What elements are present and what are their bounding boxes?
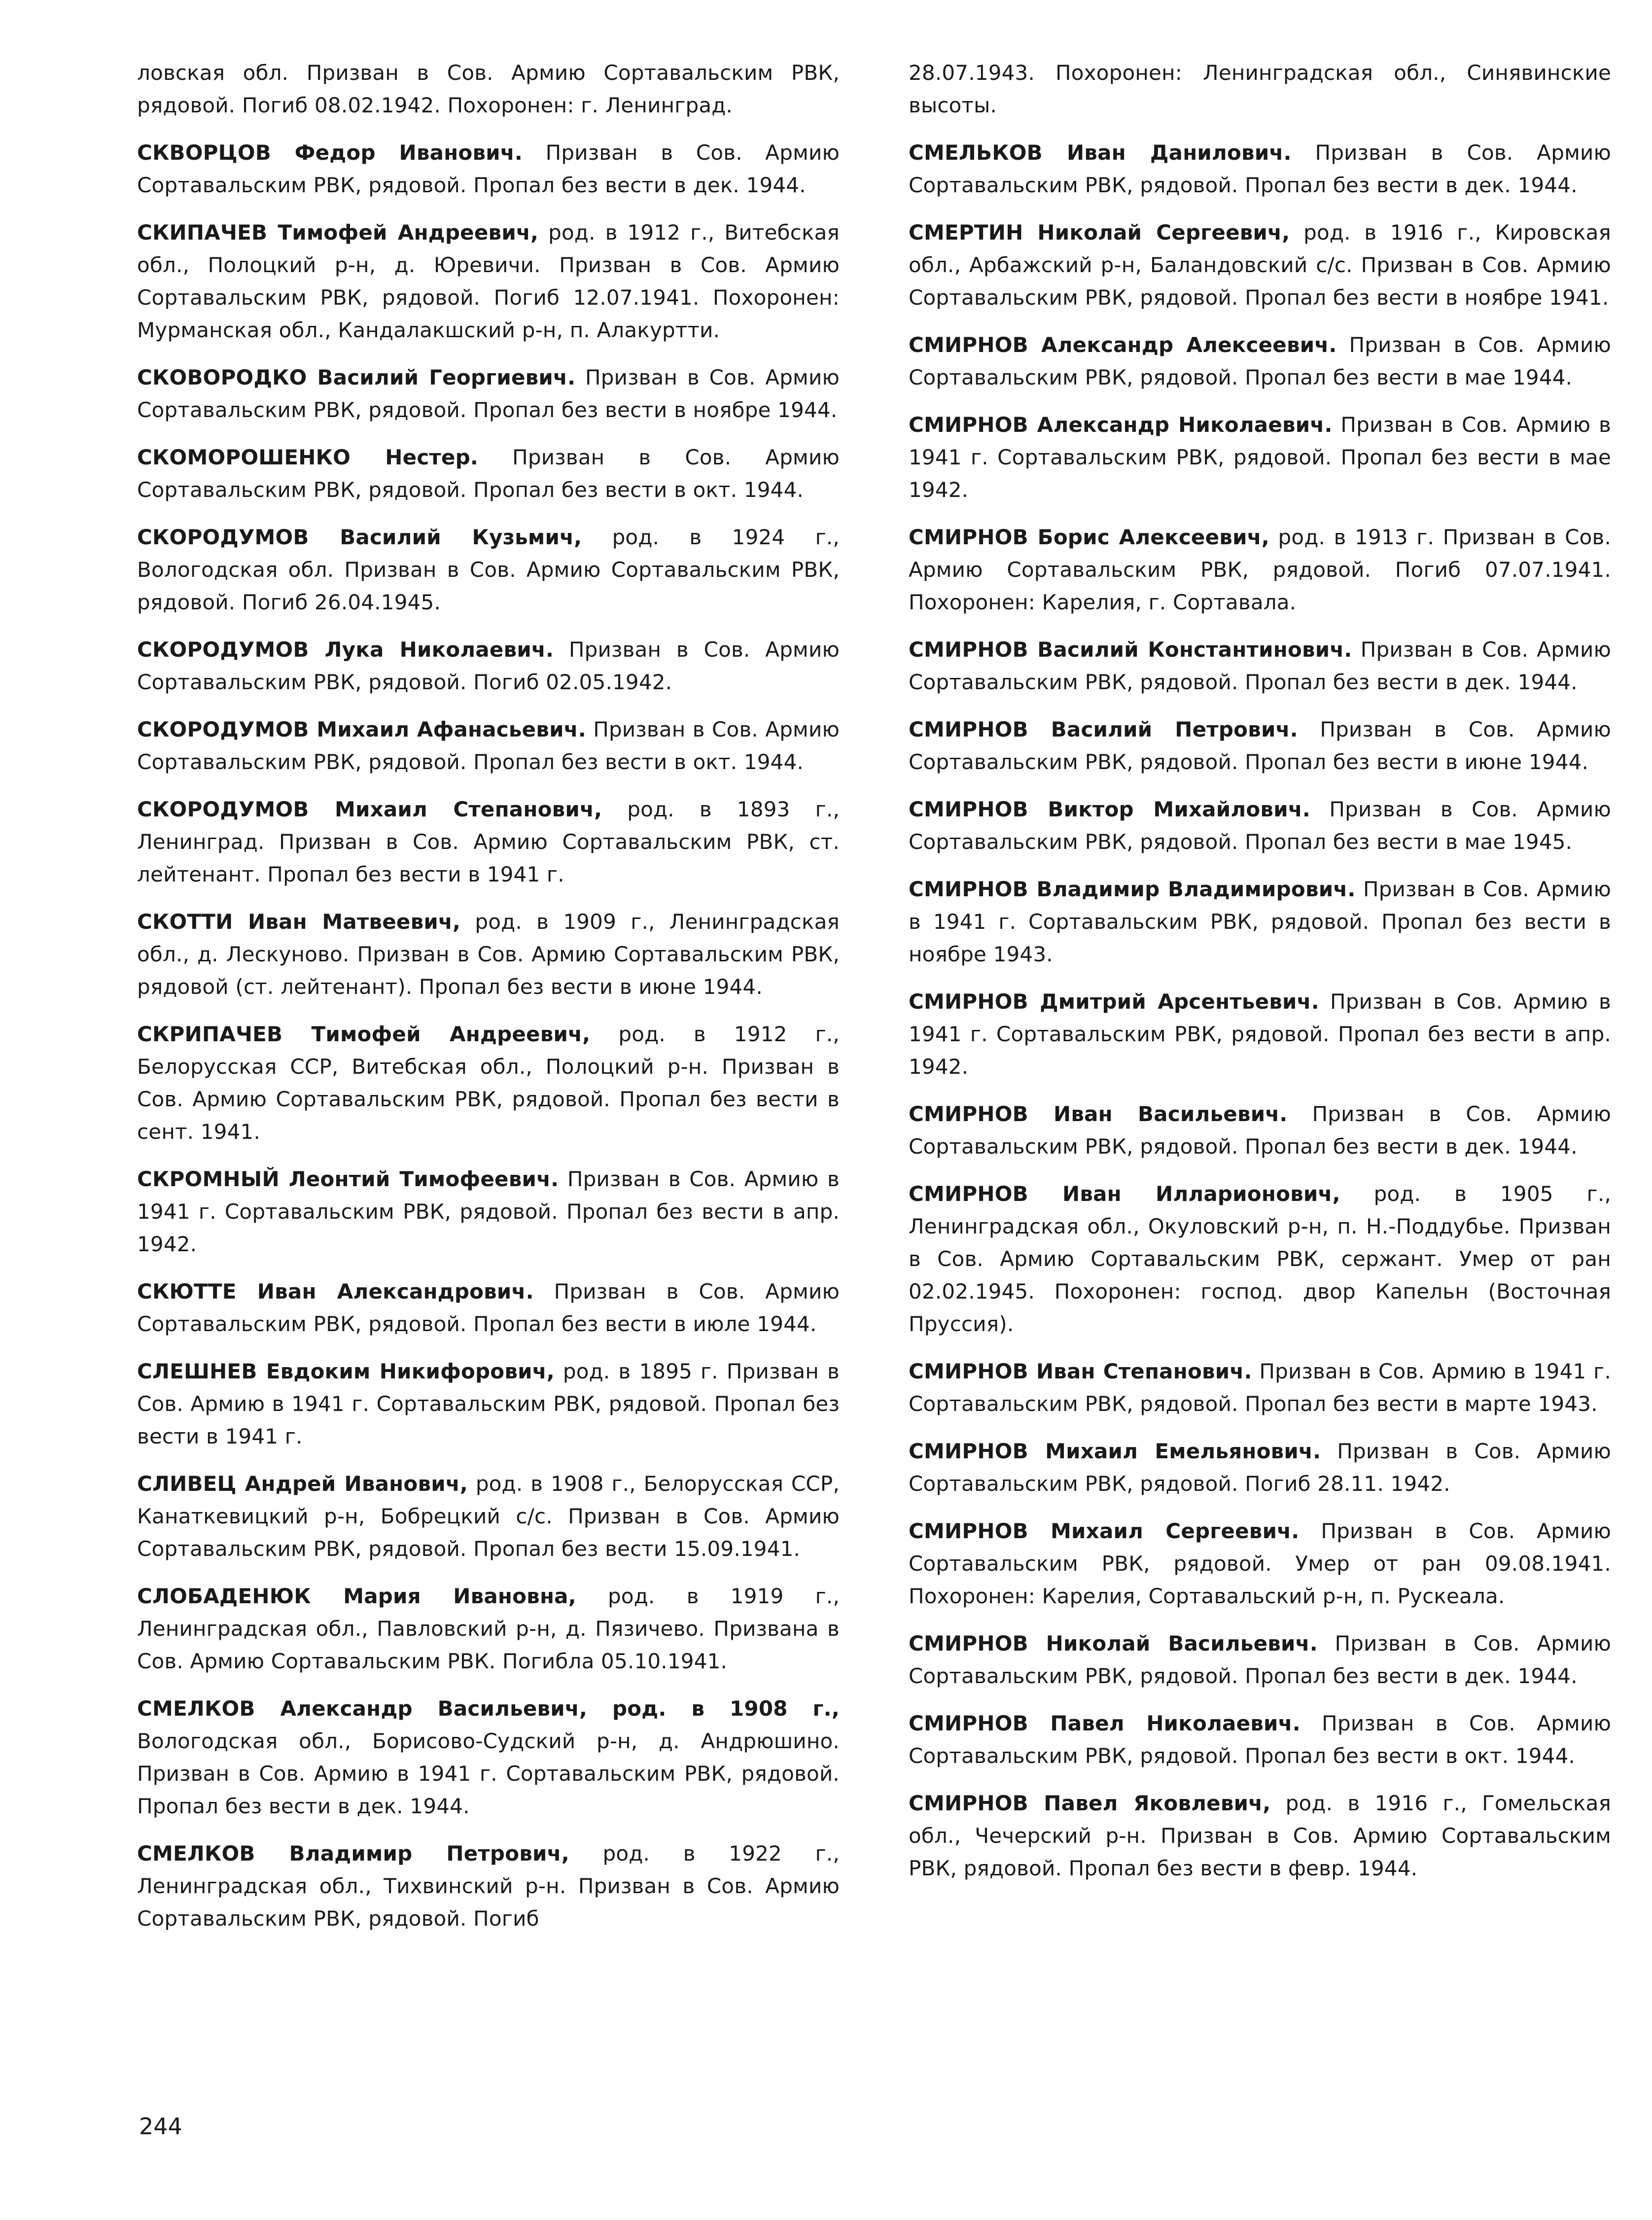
entry-text: Призван в Сов. Армию в 1941 г. Сортавальским РВК, рядовой. Пропал без вести в ноябре 1943. [909,877,1612,966]
entry-text: род. в 1912 г., Белорусская ССР, Витебская обл., Полоцкий р-н. Призван в Сов. Армию Сортавальским РВК, рядовой. Пропал без вести в сент. 1941. [137,1022,840,1144]
entry-name: СКОТТИ Иван Матвеевич, [137,910,461,934]
entry-text: Призван в Сов. Армию Сортавальским РВК, рядовой. Пропал без вести в дек. 1944. [909,637,1611,694]
entry-text: род. в 1912 г., Витебская обл., Полоцкий р-н, д. Юревичи. Призван в Сов. Армию Сортавальским РВК, рядовой. Погиб 12.07.1941. Похоронен: Мурманская обл., Кандалакшский р-н, п. Алакуртти. [137,220,840,342]
entry [909,329,1611,394]
entry [137,713,840,778]
entry-text: род. в 1905 г., Ленинградская обл., Окуловский р-н, п. Н.-Поддубье. Призван в Сов. Армию Сортавальским РВК, сержант. Умер от ран 02.02.1945. Похоронен: господ. двор Капельн (Восточная Пруссия). [909,1182,1611,1336]
entry [909,986,1611,1083]
entry [137,1468,840,1565]
entry-text: род. в 1919 г., Ленинградская обл., Павловский р-н, д. Пязичево. Призвана в Сов. Армию Сортавальским РВК. Погибла 05.10.1941. [137,1584,840,1673]
entry [909,873,1611,971]
entry-text: род. в 1895 г. Призван в Сов. Армию в 1941 г. Сортавальским РВК, рядовой. Пропал без вести в 1941 г. [137,1359,840,1448]
entry-text: Призван в Сов. Армию Сортавальским РВК, рядовой. Пропал без вести в дек. 1944. [909,1631,1611,1688]
entry-name: СМИРНОВ Павел Николаевич. [909,1711,1301,1735]
entry-name: СМИРНОВ Иван Степанович. [909,1359,1252,1383]
entry [137,137,840,202]
page-number: 244 [139,2113,182,2140]
entry [137,1163,840,1261]
entry-text: Призван в Сов. Армию Сортавальским РВК, рядовой. Пропал без вести в окт. 1944. [137,717,840,774]
entry-text: род. в 1924 г., Вологодская обл. Призван в Сов. Армию Сортавальским РВК, рядовой. Погиб 26.04.1945. [137,525,840,614]
entry [909,1707,1611,1772]
entry-text: Призван в Сов. Армию в 1941 г. Сортавальским РВК, рядовой. Пропал без вести в апр. 1942. [137,1167,840,1256]
entry-name: СМИРНОВ Павел Яковлевич, [909,1791,1271,1815]
entry [137,1355,840,1453]
entry [909,1435,1611,1500]
entry-text: род. в 1908 г., Белорусская ССР, Канаткевицкий р-н, Бобрецкий с/с. Призван в Сов. Армию Сортавальским РВК, рядовой. Пропал без вести 15.09.1941. [137,1472,840,1561]
entry-name: СМИРНОВ Александр Николаевич. [909,413,1333,437]
entry [909,634,1611,699]
entry-name: СМИРНОВ Василий Петрович. [909,717,1298,741]
entry-name: СМИРНОВ Иван Илларионович, [909,1182,1340,1206]
entry-name: СМИРНОВ Михаил Сергеевич. [909,1519,1300,1543]
entry [137,1837,840,1935]
entry-text: род. в 1913 г. Призван в Сов. Армию Сортавальским РВК, рядовой. Погиб 07.07.1941. Похоронен: Карелия, г. Сортавала. [909,525,1611,614]
entry-text: род. в 1909 г., Ленинградская обл., д. Лескуново. Призван в Сов. Армию Сортавальским РВК, рядовой (ст. лейтенант). Пропал без вести в июне 1944. [137,910,840,999]
entry-text: Призван в Сов. Армию в 1941 г. Сортавальским РВК, рядовой. Пропал без вести в марте 1943. [909,1359,1611,1416]
entry-text: ловская обл. Призван в Сов. Армию Сортавальским РВК, рядовой. Погиб 08.02.1942. Похоронен: г. Ленинград. [137,61,840,117]
entry-name: СЛИВЕЦ Андрей Иванович, [137,1472,468,1496]
entry [137,216,840,347]
entry [909,216,1611,314]
entry [909,409,1611,506]
entry-name: СКОМОРОШЕНКО Нестер. [137,445,479,469]
entry [137,521,840,619]
entry-text: Призван в Сов. Армию Сортавальским РВК, рядовой. Пропал без вести в дек. 1944. [909,141,1611,197]
entry-text: Призван в Сов. Армию Сортавальским РВК, рядовой. Пропал без вести в дек. 1944. [137,141,840,197]
entry-text: Призван в Сов. Армию в 1941 г. Сортавальским РВК, рядовой. Пропал без вести в мае 1942. [909,413,1611,502]
entry [137,1018,840,1148]
entry-text: Призван в Сов. Армию Сортавальским РВК, рядовой. Пропал без вести в окт. 1944. [909,1711,1611,1768]
entry [909,1355,1611,1420]
entry [909,57,1611,122]
entry-name: СКВОРЦОВ Федор Иванович. [137,141,523,165]
entry-name: СКОРОДУМОВ Михаил Степанович, [137,797,602,821]
entry-name: СЛЕШНЕВ Евдоким Никифорович, [137,1359,555,1383]
entry-name: СМИРНОВ Владимир Владимирович. [909,877,1356,901]
entry-text: Призван в Сов. Армию Сортавальским РВК, рядовой. Пропал без вести в июне 1944. [909,717,1612,774]
entry-text: Призван в Сов. Армию Сортавальским РВК, рядовой. Умер от ран 09.08.1941. Похоронен: Карелия, Сортавальский р-н, п. Рускеала. [909,1519,1612,1608]
entry-name: СМИРНОВ Василий Константинович. [909,637,1352,662]
entry-text: Призван в Сов. Армию Сортавальским РВК, рядовой. Пропал без вести в июле 1944. [137,1279,840,1336]
entry [137,441,840,506]
entry-name: СКОРОДУМОВ Лука Николаевич. [137,637,554,662]
entry-text: род. в 1893 г., Ленинград. Призван в Сов. Армию Сортавальским РВК, ст. лейтенант. Пропал без вести в 1941 г. [137,797,840,886]
entry [137,793,840,891]
entry [137,1692,840,1823]
entry-name: СМИРНОВ Александр Алексеевич. [909,333,1337,357]
entry [909,1787,1611,1885]
entry [909,1178,1611,1340]
entry-name: СКИПАЧЕВ Тимофей Андреевич, [137,220,539,245]
entry-name: СМИРНОВ Николай Васильевич. [909,1631,1318,1656]
entry-text: 28.07.1943. Похоронен: Ленинградская обл., Синявинские высоты. [909,61,1611,117]
entry [137,1580,840,1678]
entry-name: СМЕЛЬКОВ Иван Данилович. [909,141,1292,165]
entry-name: СМИРНОВ Иван Васильевич. [909,1102,1288,1126]
right-column [909,57,1611,1900]
entry [909,793,1611,858]
entry-name: СКОРОДУМОВ Василий Кузьмич, [137,525,582,549]
entry [909,1627,1611,1692]
entry-name: СМИРНОВ Виктор Михайлович. [909,797,1311,821]
entry [909,521,1611,619]
entry-name: СМЕЛКОВ Владимир Петрович, [137,1841,569,1866]
entry-name: СКОРОДУМОВ Михаил Афанасьевич. [137,717,586,741]
entry-text: род. в 1916 г., Кировская обл., Арбажский р-н, Баландовский с/с. Призван в Сов. Армию Сортавальским РВК, рядовой. Пропал без вести в ноябре 1941. [909,220,1611,310]
entry-name: СКРОМНЫЙ Леонтий Тимофеевич. [137,1167,559,1191]
entry-text: Призван в Сов. Армию в 1941 г. Сортавальским РВК, рядовой. Пропал без вести в апр. 1942. [909,989,1611,1079]
entry-text: Призван в Сов. Армию Сортавальским РВК, рядовой. Пропал без вести в ноябре 1944. [137,365,840,422]
entry-name: СКЮТТЕ Иван Александрович. [137,1279,534,1304]
entry [137,634,840,699]
entry-text: Призван в Сов. Армию Сортавальским РВК, рядовой. Пропал без вести в мае 1945. [909,797,1612,854]
entry [137,1275,840,1340]
entry-text: Вологодская обл., Борисово-Судский р-н, д. Андрюшино. Призван в Сов. Армию в 1941 г. Сортавальским РВК, рядовой. Пропал без вести в дек. 1944. [137,1729,840,1818]
entry [137,361,840,426]
entry [909,1098,1611,1163]
entry-name: СМИРНОВ Дмитрий Арсентьевич. [909,989,1319,1014]
entry-text: Призван в Сов. Армию Сортавальским РВК, рядовой. Погиб 28.11. 1942. [909,1439,1612,1496]
entry [909,1515,1611,1613]
entry-name: СКРИПАЧЕВ Тимофей Андреевич, [137,1022,591,1046]
entry-text: Призван в Сов. Армию Сортавальским РВК, рядовой. Погиб 02.05.1942. [137,637,840,694]
entry-text: Призван в Сов. Армию Сортавальским РВК, рядовой. Пропал без вести в окт. 1944. [137,445,840,502]
entry [909,137,1611,202]
entry-name: СМЕЛКОВ Александр Васильевич, род. в 1908 г., [137,1696,840,1721]
entry-name: СМЕРТИН Николай Сергеевич, [909,220,1290,245]
entry-text: род. в 1916 г., Гомельская обл., Чечерский р-н. Призван в Сов. Армию Сортавальским РВК, рядовой. Пропал без вести в февр. 1944. [909,1791,1612,1880]
entry [137,906,840,1003]
entry-name: СМИРНОВ Борис Алексеевич, [909,525,1269,549]
entry-text: род. в 1922 г., Ленинградская обл., Тихвинский р-н. Призван в Сов. Армию Сортавальским РВК, рядовой. Погиб [137,1841,840,1931]
entry [909,713,1611,778]
entry-name: СКОВОРОДКО Василий Георгиевич. [137,365,576,389]
left-column [137,57,840,1950]
entry-text: Призван в Сов. Армию Сортавальским РВК, рядовой. Пропал без вести в мае 1944. [909,333,1611,389]
entry-name: СМИРНОВ Михаил Емельянович. [909,1439,1321,1463]
entry-text: Призван в Сов. Армию Сортавальским РВК, рядовой. Пропал без вести в дек. 1944. [909,1102,1611,1159]
entry [137,57,840,122]
entry-name: СЛОБАДЕНЮК Мария Ивановна, [137,1584,576,1608]
